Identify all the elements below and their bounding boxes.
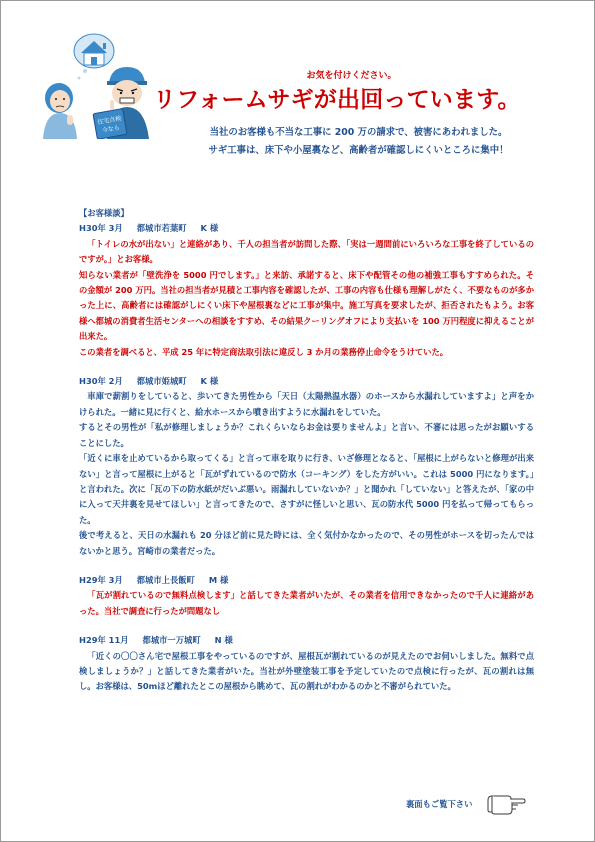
sign-text-1: 住宅点検 — [96, 115, 122, 127]
story-paragraph: 「近くに車を止めているから取ってくる」と言って車を取りに行き、いざ修理となると、「屋根に上がらないと修理が出来ない」と言って屋根に上がると「瓦がずれているので防水（コーキング）をした方がいい。これは 5000 円になります。」と言われた。次に「瓦の下の防水紙がだいぶ悪い。雨漏れしていないか？」と聞かれ「していない」と答えたが、「家の中に入って天井裏を見せてほしい」と言ってきたので、さすがに怪しいと思い、瓦の防水代 5000 円を払って帰ってもらった。 — [79, 453, 534, 525]
story-place: 都城市一万城町 — [142, 635, 201, 646]
story-date: H30年 3月 — [79, 223, 123, 234]
story-2 — [79, 374, 534, 559]
lead-line-1: 当社のお客様も不当な工事に 200 万の請求で、被害にあわれました。 — [209, 127, 508, 138]
story-paragraph: 車庫で薪割りをしていると、歩いてきた男性から「天日（太陽熱温水器）のホースから水漏れしていますよ」と声をかけられた。一緒に見に行くと、給水ホースから噴き出すように水漏れをしていた。 — [79, 391, 534, 417]
see-reverse-note: 裏面もご覧下さい — [406, 799, 473, 809]
story-4 — [79, 633, 534, 695]
story-paragraph: 知らない業者が「壁洗浄を 5000 円でします。」と来訪、承諾すると、床下や配管その他の補強工事もすすめられた。その金額が 200 万円。当社の担当者が見積と工事内容を確認したが、工事の内容も仕様も理解しがたく、不要なものが多かった上に、高齢者には確認がしにくい床下や屋根裏などに工事が集中。施工写真を要求したが、拒否されたもよう。お客様へ都城の消費者生活センターへの相談をすすめ、その結果クーリングオフにより支払いを 100 万円程度に抑えることが出来た。 — [79, 269, 534, 342]
story-place: 都城市上長飯町 — [136, 574, 195, 585]
testimonials — [79, 206, 534, 695]
scam-illustration — [39, 31, 163, 139]
story-heading — [79, 374, 534, 389]
story-date: H29年 3月 — [79, 574, 123, 585]
story-1 — [79, 221, 534, 360]
story-place: 都城市若葉町 — [136, 223, 187, 234]
story-heading — [79, 633, 534, 648]
story-paragraph: 「トイレの水が出ない」と連絡があり、千人の担当者が訪問した際、「実は一週間前にいろいろな工事を終了しているのですが。」とお客様。 — [79, 238, 534, 265]
story-paragraph: するとその男性が「私が修理しましょうか？これくらいならお金は要りませんよ」と言い、不審には思ったがお願いすることにした。 — [79, 422, 534, 448]
story-paragraph: この業者を調べると、平成 25 年に特定商法取引法に違反し 3 か月の業務停止命令をうけていた。 — [79, 346, 449, 357]
story-heading — [79, 573, 534, 588]
lead-line-2: サギ工事は、床下や小屋裏など、高齢者が確認しにくいところに集中！ — [208, 145, 509, 156]
story-heading — [79, 221, 534, 236]
house-icon — [74, 34, 114, 68]
story-person: K 様 — [200, 223, 219, 234]
story-3 — [79, 573, 534, 619]
story-paragraph: 後で考えると、天日の水漏れも 20 分ほど前に見た時には、全く気付かなかったので、その男性がホースを切ったんではないかと思う。宮崎市の業者だった。 — [79, 530, 534, 556]
story-date: H30年 2月 — [79, 376, 123, 387]
section-label: 【お客様談】 — [79, 208, 129, 218]
story-person: M 様 — [208, 574, 229, 585]
headline: リフォームサギが出回っています。 — [153, 87, 521, 113]
story-paragraph: 「瓦が割れているので無料点検します」と話してきた業者がいたが、その業者を信用できなかったので千人に連絡があった。当社で調査に行ったが問題なし — [79, 590, 534, 616]
story-person: K 様 — [200, 376, 219, 387]
story-person: N 様 — [214, 635, 233, 646]
caution-text: お気を付けください。 — [306, 71, 397, 81]
story-place: 都城市姫城町 — [136, 376, 187, 387]
story-date: H29年 11月 — [79, 635, 129, 646]
story-paragraph: 「近くの〇〇さん宅で屋根工事をやっているのですが、屋根瓦が割れているのが見えたのでお伺いしました。無料で点検しましょうか？」と話してきた業者がいた。当社が外壁塗装工事を予定していたので点検に行ったが、瓦の割れは無し。お客様は、50mほど離れたとこの屋根から眺めて、瓦の割れがわかるのかと不審がられていた。 — [79, 650, 534, 692]
sign-text-2: 今なら — [101, 124, 121, 135]
pointing-hand-icon — [486, 788, 526, 816]
